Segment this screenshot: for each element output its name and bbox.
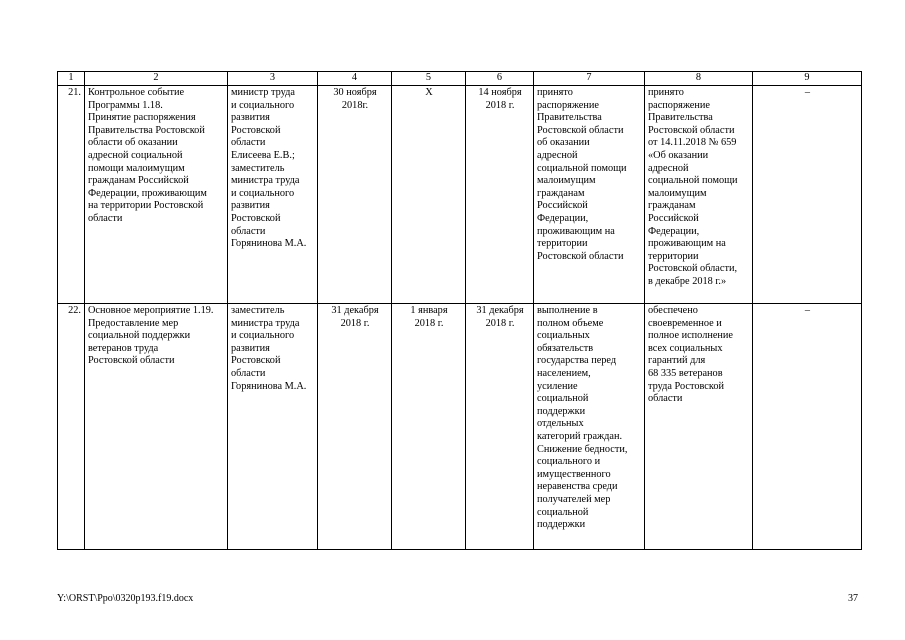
actual-result-cell: обеспечено своевременное и полное исполнение всех социальных гарантий для 68 335 ветеранов труда Ростовской области	[645, 304, 753, 550]
column-header: 4	[318, 72, 392, 86]
column-header: 9	[753, 72, 862, 86]
expected-result-cell: принято распоряжение Правительства Ростовской области об оказании адресной социальной помощи малоимущим гражданам Российской Федерации, проживающим на территории Ростовской области	[534, 86, 645, 304]
column-header: 6	[466, 72, 534, 86]
row-number: 21.	[58, 86, 85, 304]
column-header: 1	[58, 72, 85, 86]
responsible-cell: министр труда и социального развития Ростовской области Елисеева Е.В.; заместитель министра труда и социального развития Ростовской области Горянинова М.А.	[228, 86, 318, 304]
start-date-cell: 1 января 2018 г.	[392, 304, 466, 550]
column-header: 3	[228, 72, 318, 86]
start-date-cell: Х	[392, 86, 466, 304]
file-path-footer: Y:\ORST\Ppo\0320p193.f19.docx	[57, 593, 194, 604]
column-header: 5	[392, 72, 466, 86]
actual-result-cell: принято распоряжение Правительства Ростовской области от 14.11.2018 № 659 «Об оказании адресной социальной помощи малоимущим гражданам Российской Федерации, проживающим на территории Ростовской области, в декабре 2018 г.»	[645, 86, 753, 304]
event-cell: Контрольное событие Программы 1.18. Принятие распоряжения Правительства Ростовской области об оказании адресной социальной помощи малоимущим гражданам Российской Федерации, проживающим на территории Ростовской области	[85, 86, 228, 304]
planned-date-cell: 31 декабря 2018 г.	[318, 304, 392, 550]
row-number: 22.	[58, 304, 85, 550]
planned-date-cell: 30 ноября 2018г.	[318, 86, 392, 304]
column-header: 2	[85, 72, 228, 86]
report-table	[57, 71, 862, 550]
actual-date-cell: 31 декабря 2018 г.	[466, 304, 534, 550]
responsible-cell: заместитель министра труда и социального развития Ростовской области Горянинова М.А.	[228, 304, 318, 550]
expected-result-cell: выполнение в полном объеме социальных обязательств государства перед населением, усиление социальной поддержки отдельных категорий граждан. Снижение бедности, социального и имущественного неравенства среди получателей мер социальной поддержки	[534, 304, 645, 550]
column-number-row	[58, 72, 862, 86]
page-number: 37	[848, 593, 858, 604]
notes-cell: –	[753, 304, 862, 550]
event-cell: Основное мероприятие 1.19. Предоставление мер социальной поддержки ветеранов труда Ростовской области	[85, 304, 228, 550]
actual-date-cell: 14 ноября 2018 г.	[466, 86, 534, 304]
column-header: 7	[534, 72, 645, 86]
table-row	[58, 86, 862, 304]
column-header: 8	[645, 72, 753, 86]
table-row	[58, 304, 862, 550]
notes-cell: –	[753, 86, 862, 304]
